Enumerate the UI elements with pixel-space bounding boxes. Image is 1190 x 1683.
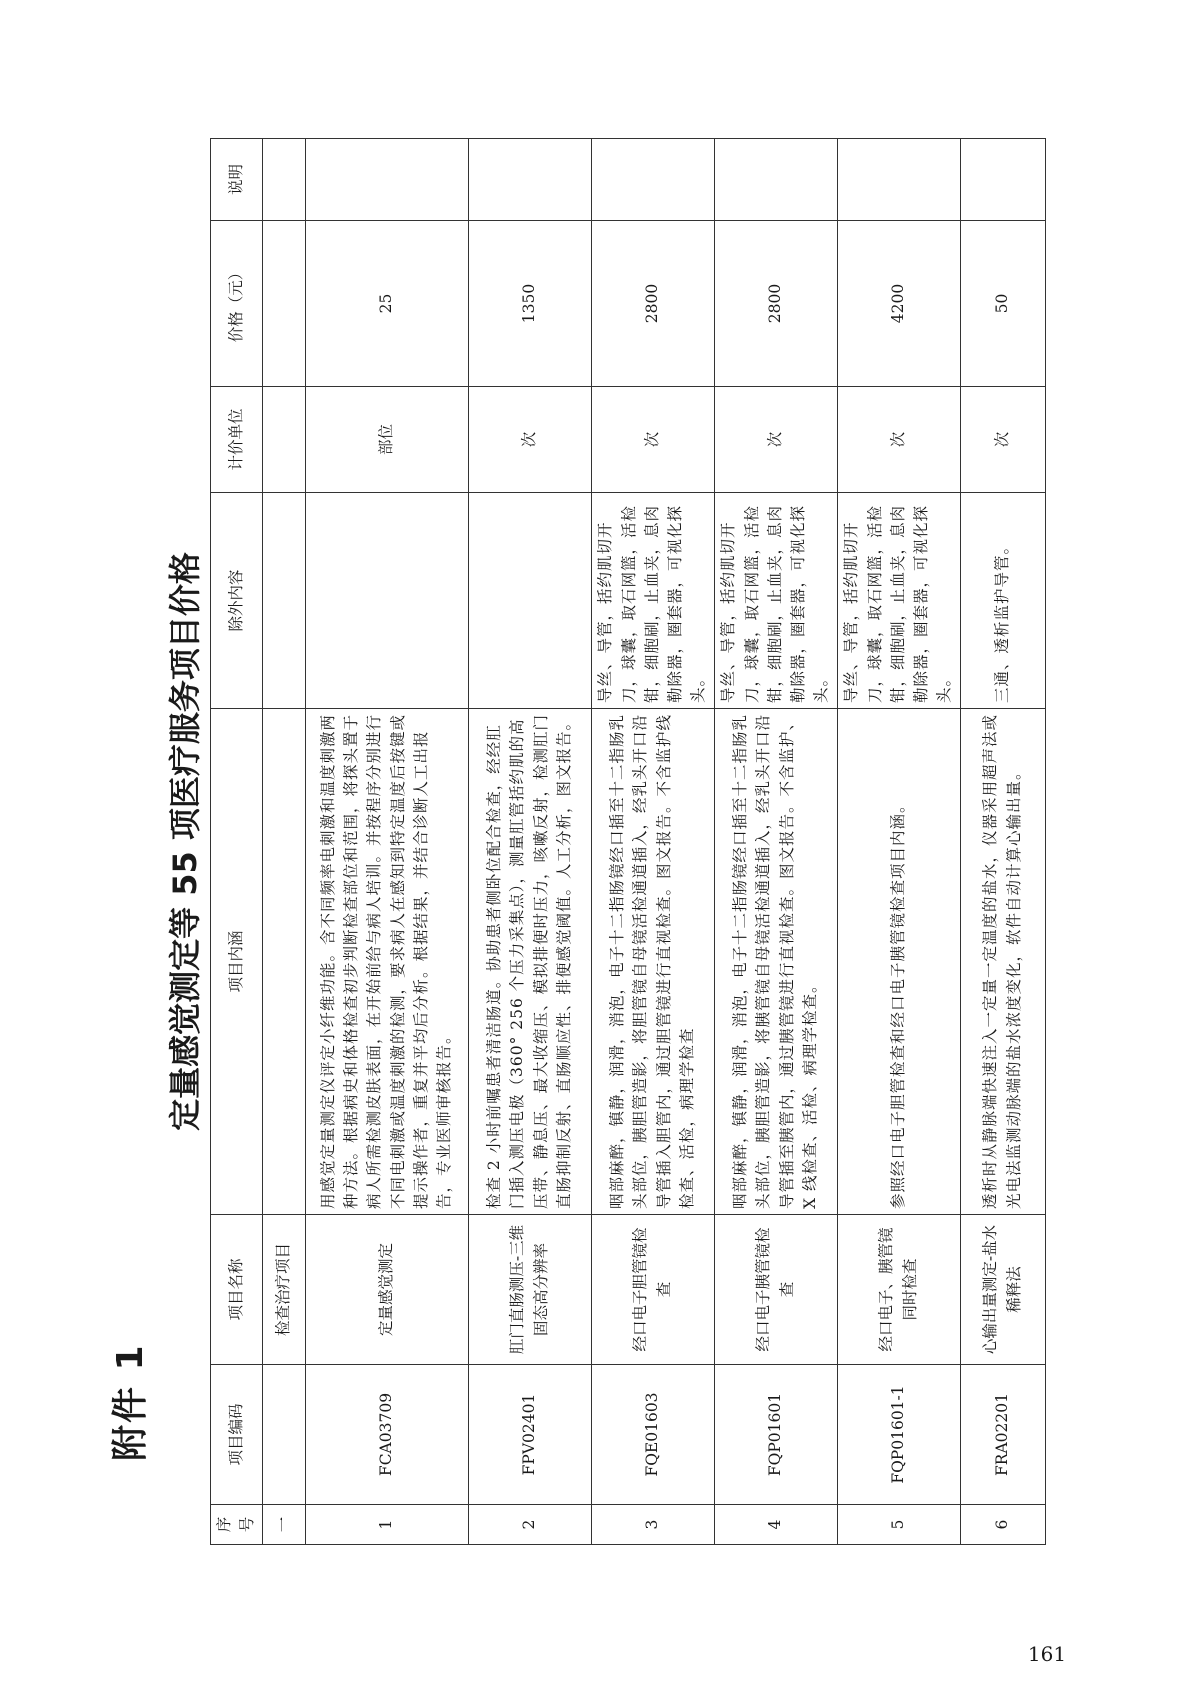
attachment-label: 附件 1 bbox=[110, 1343, 151, 1461]
header-notes: 说明 bbox=[211, 139, 263, 221]
header-row bbox=[211, 139, 263, 1545]
document-title: 定量感觉测定等 55 项医疗服务项目价格 bbox=[166, 552, 204, 1131]
row-seq: 2 bbox=[468, 1505, 591, 1545]
row-code: FRA02201 bbox=[960, 1365, 1045, 1505]
header-price: 价格（元） bbox=[211, 221, 263, 387]
row-notes bbox=[960, 139, 1045, 221]
row-price: 2800 bbox=[591, 221, 714, 387]
row-unit: 次 bbox=[591, 387, 714, 493]
category-seq: 一 bbox=[262, 1505, 305, 1545]
header-name: 项目名称 bbox=[211, 1215, 263, 1365]
row-notes bbox=[591, 139, 714, 221]
row-seq: 4 bbox=[714, 1505, 837, 1545]
row-content: 咽部麻醉，镇静，润滑，消泡，电子十二指肠镜经口插至十二指肠乳头部位，胰胆管造影，将胰管镜自母镜活检通道插入，经乳头开口沿导管插至胰管内，通过胰管镜进行直视检查。图文报告。不含监护、X 线检查、活检、病理学检查。 bbox=[714, 709, 837, 1215]
row-seq: 6 bbox=[960, 1505, 1045, 1545]
row-price: 2800 bbox=[714, 221, 837, 387]
row-name: 定量感觉测定 bbox=[305, 1215, 468, 1365]
category-row bbox=[262, 139, 305, 1545]
table-row bbox=[837, 139, 960, 1545]
row-name: 肛门直肠测压-三维固态高分辨率 bbox=[468, 1215, 591, 1365]
row-content: 用感觉定量测定仪评定小纤维功能。含不同频率电刺激和温度刺激两种方法。根据病史和体格检查初步判断检查部位和范围，将探头置于病人所需检测皮肤表面，在开始前给与病人培训。并按程序分别进行不同电刺激或温度刺激的检测，要求病人在感知到特定温度后按键或提示操作者，重复并平均后分析。根据结果，并结合诊断人工出报告，专业医师审核报告。 bbox=[305, 709, 468, 1215]
row-unit: 次 bbox=[714, 387, 837, 493]
row-exclusions: 导丝、导管，括约肌切开刀，球囊，取石网篮，活检钳，细胞刷，止血夹，息肉勒除器，圈套器，可视化探头。 bbox=[591, 493, 714, 709]
header-unit: 计价单位 bbox=[211, 387, 263, 493]
row-price: 4200 bbox=[837, 221, 960, 387]
row-name: 经口电子胆管镜检查 bbox=[591, 1215, 714, 1365]
row-notes bbox=[837, 139, 960, 221]
table-row bbox=[305, 139, 468, 1545]
row-name: 经口电子、胰管镜同时检查 bbox=[837, 1215, 960, 1365]
header-content: 项目内涵 bbox=[211, 709, 263, 1215]
row-code: FQE01603 bbox=[591, 1365, 714, 1505]
category-name: 检查治疗项目 bbox=[262, 1215, 305, 1365]
row-unit: 次 bbox=[960, 387, 1045, 493]
row-code: FQP01601 bbox=[714, 1365, 837, 1505]
row-seq: 1 bbox=[305, 1505, 468, 1545]
row-exclusions: 三通、透析监护导管。 bbox=[960, 493, 1045, 709]
table-row bbox=[591, 139, 714, 1545]
row-unit: 部位 bbox=[305, 387, 468, 493]
row-name: 心输出量测定-盐水稀释法 bbox=[960, 1215, 1045, 1365]
header-exclusions: 除外内容 bbox=[211, 493, 263, 709]
row-code: FPV02401 bbox=[468, 1365, 591, 1505]
row-notes bbox=[468, 139, 591, 221]
row-exclusions bbox=[468, 493, 591, 709]
row-price: 1350 bbox=[468, 221, 591, 387]
row-exclusions: 导丝、导管，括约肌切开刀，球囊，取石网篮，活检钳，细胞刷，止血夹，息肉勒除器，圈套器，可视化探头。 bbox=[714, 493, 837, 709]
header-seq: 序号 bbox=[211, 1505, 263, 1545]
row-seq: 5 bbox=[837, 1505, 960, 1545]
row-notes bbox=[305, 139, 468, 221]
page-number: 161 bbox=[1027, 1641, 1067, 1666]
header-code: 项目编码 bbox=[211, 1365, 263, 1505]
row-name: 经口电子胰管镜检查 bbox=[714, 1215, 837, 1365]
row-unit: 次 bbox=[837, 387, 960, 493]
row-price: 50 bbox=[960, 221, 1045, 387]
row-notes bbox=[714, 139, 837, 221]
row-exclusions bbox=[305, 493, 468, 709]
row-unit: 次 bbox=[468, 387, 591, 493]
row-price: 25 bbox=[305, 221, 468, 387]
row-content: 透析时从静脉端快速注入一定量一定温度的盐水，仪器采用超声法或光电法监测动脉端的盐水浓度变化，软件自动计算心输出量。 bbox=[960, 709, 1045, 1215]
row-content: 参照经口电子胆管检查和经口电子胰管镜检查项目内涵。 bbox=[837, 709, 960, 1215]
row-seq: 3 bbox=[591, 1505, 714, 1545]
table-row bbox=[714, 139, 837, 1545]
row-content: 咽部麻醉，镇静，润滑，消泡，电子十二指肠镜经口插至十二指肠乳头部位，胰胆管造影，将胆管镜自母镜活检通道插入，经乳头开口沿导管插入胆管内，通过胆管镜进行直视检查。图文报告。不含监护线检查、活检，病理学检查 bbox=[591, 709, 714, 1215]
price-table bbox=[210, 138, 1046, 1545]
row-exclusions: 导丝、导管，括约肌切开刀，球囊，取石网篮，活检钳，细胞刷，止血夹，息肉勒除器，圈套器，可视化探头。 bbox=[837, 493, 960, 709]
table-row bbox=[960, 139, 1045, 1545]
row-code: FQP01601-1 bbox=[837, 1365, 960, 1505]
row-content: 检查 2 小时前嘱患者清洁肠道。协助患者侧卧位配合检查，经经肛门插入测压电极（360° 256 个压力采集点），测量肛管括约肌的高压带、静息压、最大收缩压、模拟排便时压力，咳嗽反射，检测肛门直肠抑制反射、直肠顺应性、排便感觉阈值。人工分析，图文报告。 bbox=[468, 709, 591, 1215]
row-code: FCA03709 bbox=[305, 1365, 468, 1505]
table-row bbox=[468, 139, 591, 1545]
